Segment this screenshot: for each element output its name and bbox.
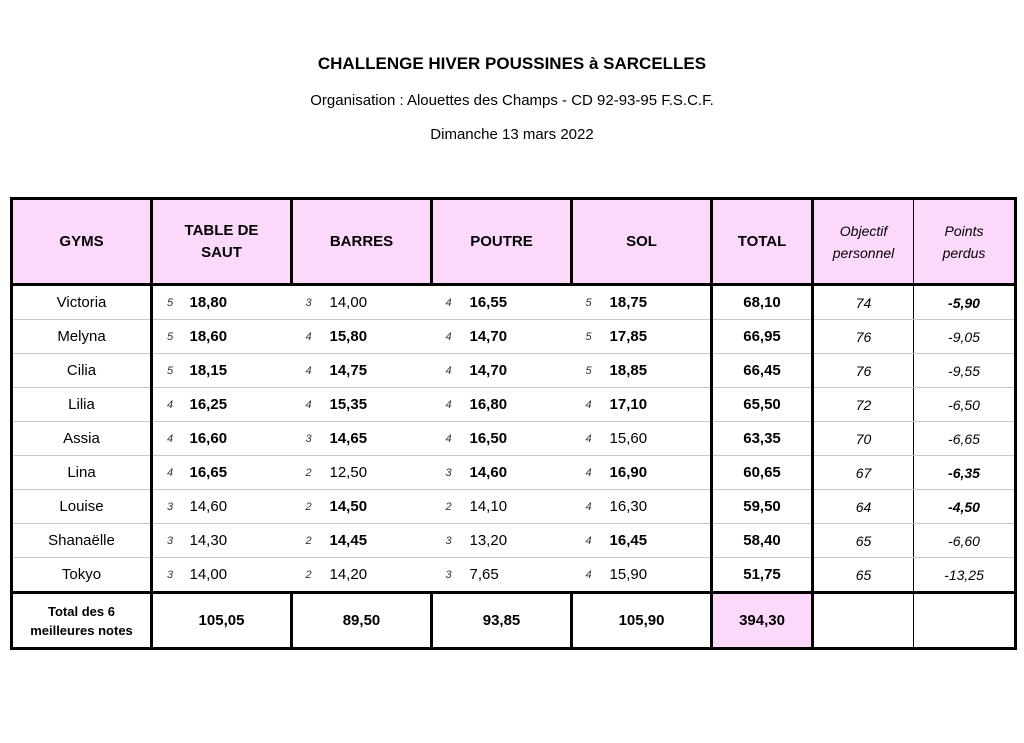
col-poutre: POUTRE [432,199,572,285]
rank: 3 [152,524,190,558]
score-barres: 14,50 [330,490,432,524]
objective: 70 [813,422,914,456]
total-score: 65,50 [712,388,813,422]
points-lost: -6,50 [914,388,1016,422]
score-poutre: 13,20 [470,524,572,558]
rank: 4 [432,354,470,388]
rank: 3 [445,568,452,581]
points-lost: -5,90 [914,285,1016,320]
score-poutre: 7,65 [469,566,499,583]
total-score: 66,45 [712,354,813,388]
gym-name: Cilia [12,354,152,388]
gym-name: Assia [12,422,152,456]
score-sol: 16,30 [610,490,712,524]
score-table: 16,65 [190,456,292,490]
rank: 4 [152,422,190,456]
score-barres: 15,35 [330,388,432,422]
rank: 5 [572,354,610,388]
score-poutre: 14,70 [470,354,572,388]
gym-name: Lina [12,456,152,490]
footer-barres-total: 89,50 [292,593,432,649]
score-table: 18,60 [190,320,292,354]
score-sol: 16,45 [610,524,712,558]
score-sol: 15,90 [610,558,712,593]
objective: 76 [813,354,914,388]
objective: 65 [813,558,914,593]
rank: 3 [432,524,470,558]
rank: 3 [432,456,470,490]
rank: 5 [572,285,610,320]
gym-name: Tokyo [12,558,152,593]
score-sol: 16,90 [610,456,712,490]
score-table: 16,25 [190,388,292,422]
rank: 5 [152,320,190,354]
total-score: 68,10 [712,285,813,320]
objective: 65 [813,524,914,558]
rank: 5 [152,354,190,388]
score-table: 18,15 [190,354,292,388]
objective: 74 [813,285,914,320]
objective: 76 [813,320,914,354]
footer-table-total: 105,05 [152,593,292,649]
rank: 4 [152,388,190,422]
rank: 4 [432,320,470,354]
rank: 4 [292,388,330,422]
score-barres: 14,20 [329,566,368,583]
score-poutre: 14,60 [470,456,572,490]
rank: 4 [292,354,330,388]
col-points-perdus [914,199,1016,285]
score-table: 16,60 [190,422,292,456]
rank: 2 [292,524,330,558]
rank: 3 [152,490,190,524]
rank: 4 [152,456,190,490]
rank: 4 [292,320,330,354]
rank: 2 [292,456,330,490]
score-table: 18,80 [190,285,292,320]
table-row [12,490,1016,524]
footer-grand-total: 394,30 [712,593,813,649]
score-sol: 17,85 [610,320,712,354]
table-row [12,558,1016,593]
gym-name: Victoria [12,285,152,320]
score-sol: 15,60 [610,422,712,456]
points-lost: -6,35 [914,456,1016,490]
objective: 64 [813,490,914,524]
total-score: 59,50 [712,490,813,524]
footer-row [12,593,1016,649]
score-sol: 18,85 [610,354,712,388]
score-barres: 14,00 [330,285,432,320]
rank: 3 [292,422,330,456]
rank: 3 [292,285,330,320]
results-table [10,197,1017,650]
objective: 67 [813,456,914,490]
score-barres: 14,65 [330,422,432,456]
rank: 4 [432,388,470,422]
score-barres: 15,80 [330,320,432,354]
col-objectif [813,199,914,285]
col-points-perdus-label: Points perdus [942,222,986,261]
footer-empty-cell [914,593,1016,649]
col-gyms: GYMS [12,199,152,285]
gym-name: Melyna [12,320,152,354]
score-poutre: 16,50 [470,422,572,456]
col-barres: BARRES [292,199,432,285]
rank: 4 [585,568,592,581]
rank: 4 [432,285,470,320]
rank: 4 [432,422,470,456]
score-sol: 17,10 [610,388,712,422]
col-objectif-label: Objectif personnel [832,222,895,261]
score-poutre: 14,70 [470,320,572,354]
footer-poutre-total: 93,85 [432,593,572,649]
rank: 4 [572,524,610,558]
header-row [12,199,1016,285]
rank: 5 [572,320,610,354]
table-row [12,285,1016,320]
table-row [12,388,1016,422]
total-score: 58,40 [712,524,813,558]
col-total: TOTAL [712,199,813,285]
rank: 4 [572,422,610,456]
points-lost: -6,60 [914,524,1016,558]
footer-sol-total: 105,90 [572,593,712,649]
footer-label-text: Total des 6 meilleures notes [30,603,133,638]
score-poutre: 16,80 [470,388,572,422]
table-row [12,320,1016,354]
total-score: 60,65 [712,456,813,490]
score-sol: 18,75 [610,285,712,320]
rank: 5 [152,285,190,320]
page-title: CHALLENGE HIVER POUSSINES à SARCELLES [317,54,707,73]
points-lost: -13,25 [914,558,1016,593]
points-lost: -6,65 [914,422,1016,456]
points-lost: -4,50 [914,490,1016,524]
table-row [12,422,1016,456]
rank: 2 [305,568,312,581]
score-barres: 14,75 [330,354,432,388]
score-table: 14,30 [190,524,292,558]
footer-empty-cell [813,593,914,649]
table-row [12,456,1016,490]
gym-name: Shanaëlle [12,524,152,558]
total-score: 66,95 [712,320,813,354]
score-poutre: 16,55 [470,285,572,320]
score-table: 14,60 [190,490,292,524]
total-score: 51,75 [712,558,813,593]
objective: 72 [813,388,914,422]
total-score: 63,35 [712,422,813,456]
organisation-line: Organisation : Alouettes des Champs - CD 92-93-95 F.S.C.F. [310,92,714,109]
table-row [12,354,1016,388]
table-row [12,524,1016,558]
rank: 2 [432,490,470,524]
points-lost: -9,05 [914,320,1016,354]
rank: 4 [572,490,610,524]
rank: 4 [572,388,610,422]
gym-name: Lilia [12,388,152,422]
event-date: Dimanche 13 mars 2022 [430,126,594,143]
col-sol: SOL [572,199,712,285]
col-table-de-saut-label: TABLE DE SAUT [184,221,259,261]
rank: 4 [572,456,610,490]
score-table: 14,00 [189,566,228,583]
rank: 3 [167,568,174,581]
rank: 2 [292,490,330,524]
gym-name: Louise [12,490,152,524]
col-table-de-saut [152,199,292,285]
score-barres: 12,50 [330,456,432,490]
footer-label [12,593,152,649]
score-barres: 14,45 [330,524,432,558]
points-lost: -9,55 [914,354,1016,388]
score-poutre: 14,10 [470,490,572,524]
